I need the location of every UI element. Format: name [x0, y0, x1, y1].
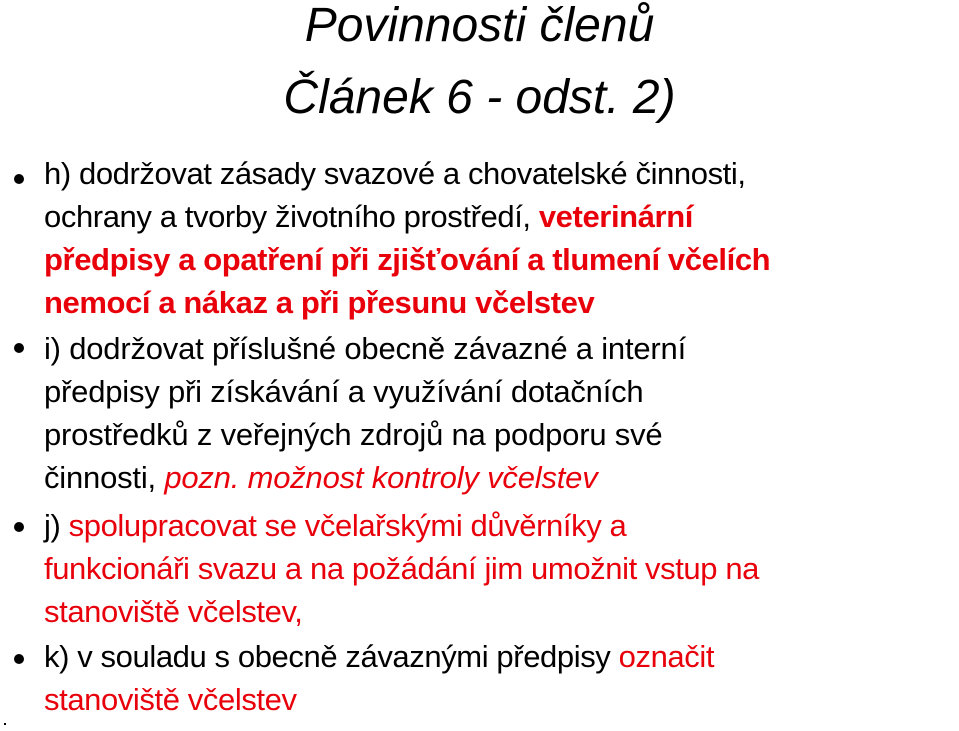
- bullet-h-line-1: h) dodržovat zásady svazové a chovatelské činnosti,: [44, 156, 746, 191]
- slide-title-line-1: Povinnosti členů: [304, 0, 655, 52]
- bullet-h-line-2-highlight: veterinární: [538, 199, 693, 234]
- bullet-j-line-2-highlight: funkcionáři svazu a na požádání jim umožnit vstup na: [44, 551, 759, 586]
- bullet-i-note: pozn. možnost kontroly včelstev: [164, 460, 598, 495]
- bullet-dot: [14, 174, 24, 184]
- bullet-h-line-2: [44, 195, 959, 238]
- bullet-text-i: [44, 327, 959, 499]
- bullet-dot: [14, 343, 24, 353]
- bullet-i-line-2: předpisy při získávání a využívání dotačních: [44, 374, 644, 409]
- bullet-dot: [14, 522, 24, 532]
- bullet-text-j: [44, 504, 959, 633]
- bullet-dot: [14, 654, 24, 664]
- bullet-j-line-1-highlight: spolupracovat se včelařskými důvěrníky a: [68, 508, 627, 543]
- stray-dot-mark: [4, 723, 6, 725]
- bullet-j-line-1-normal: j): [44, 508, 69, 543]
- bullet-j-line-3-highlight: stanoviště včelstev,: [44, 594, 303, 629]
- bullet-i-line-3: prostředků z veřejných zdrojů na podporu své: [44, 417, 663, 452]
- bullet-i-line-4: [44, 456, 959, 499]
- slide-title-line-2: Článek 6 - odst. 2): [283, 71, 676, 124]
- bullet-h-line-2-normal: ochrany a tvorby životního prostředí,: [44, 199, 539, 234]
- bullet-text-h: [44, 152, 959, 324]
- bullet-j-line-1: [44, 504, 959, 547]
- bullet-k-line-1-highlight: označit: [618, 639, 715, 674]
- bullet-i-line-4-normal: činnosti,: [44, 460, 165, 495]
- bullet-k-line-2-highlight: stanoviště včelstev: [44, 682, 297, 717]
- bullet-k-line-1: [44, 635, 959, 678]
- bullet-h-line-3-highlight: předpisy a opatření při zjišťování a tlumení včelích: [44, 242, 771, 277]
- bullet-h-line-4-highlight: nemocí a nákaz a při přesunu včelstev: [44, 285, 595, 320]
- bullet-text-k: [44, 635, 959, 721]
- bullet-i-line-1: i) dodržovat příslušné obecně závazné a interní: [44, 331, 686, 366]
- bullet-k-line-1-normal: k) v souladu s obecně závaznými předpisy: [44, 639, 619, 674]
